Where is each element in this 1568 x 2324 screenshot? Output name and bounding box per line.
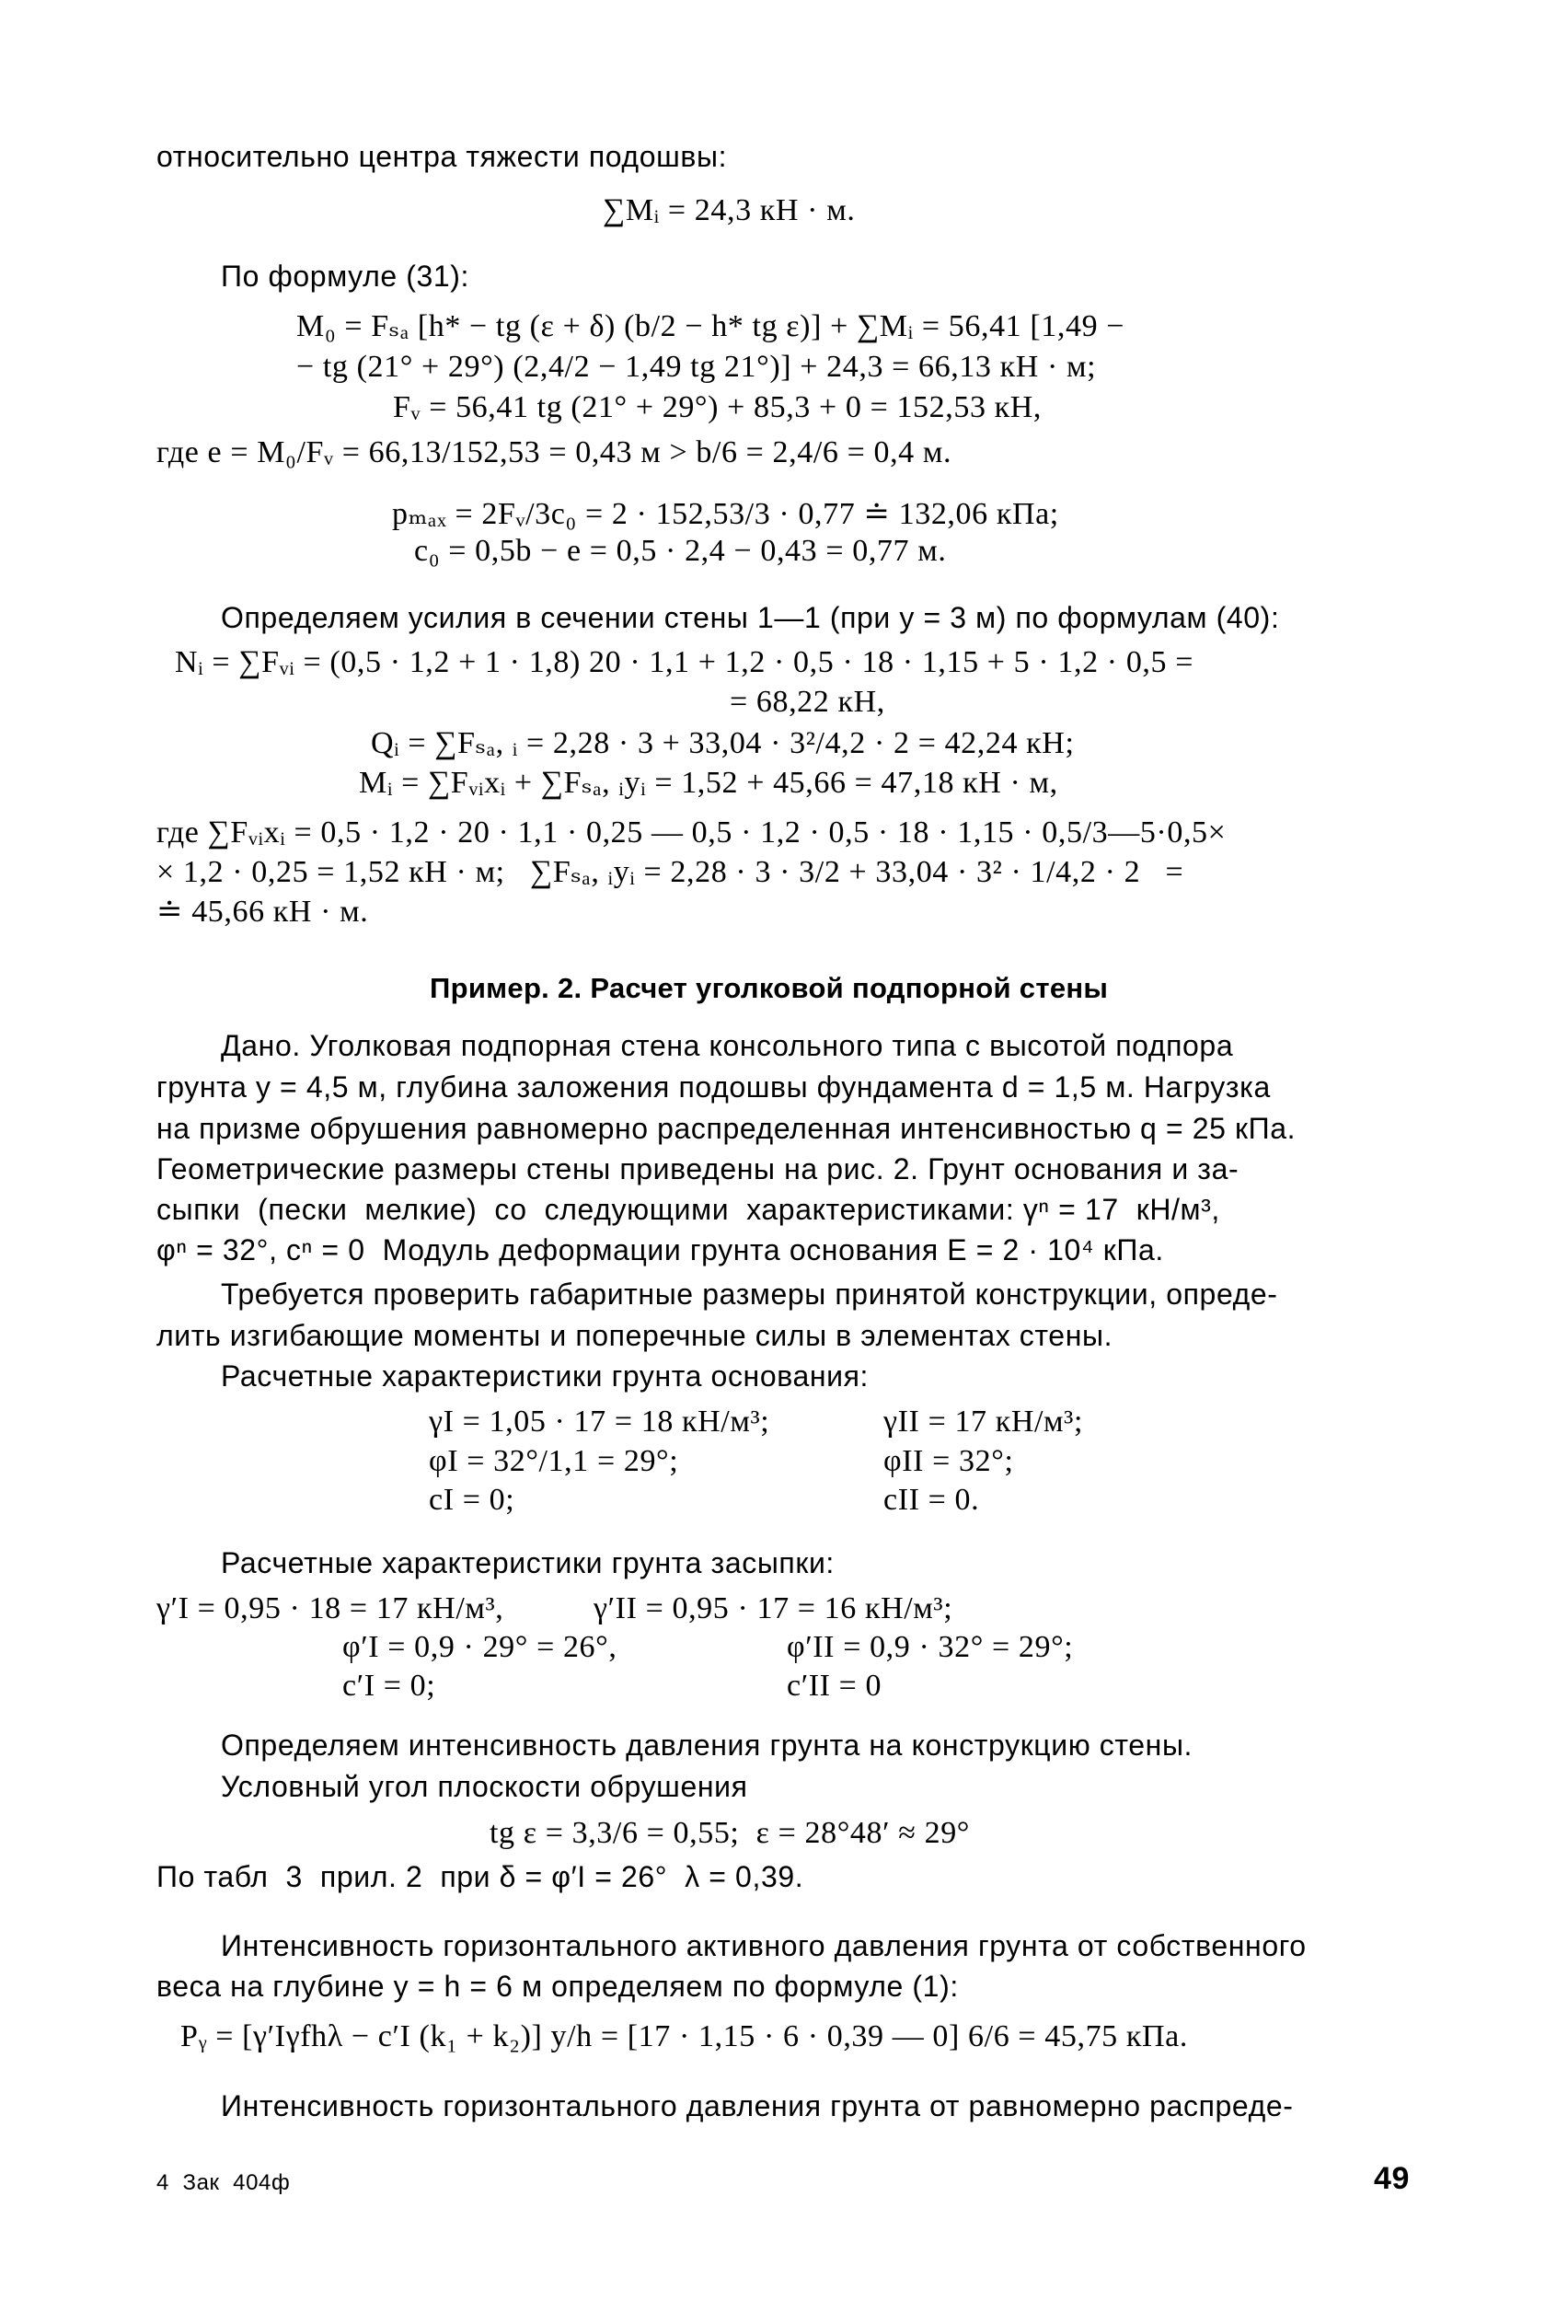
formula-line: − tg (21° + 29°) (2,4/2 − 1,49 tg 21°)] + 24,3 = 66,13 кН · м; — [296, 350, 1097, 384]
formula-line: ≐ 45,66 кН · м. — [156, 895, 369, 929]
text-line: на призме обрушения равномерно распределенная интенсивностью q = 25 кПа. — [156, 1112, 1297, 1145]
formula-line: pₘₐₓ = 2Fᵥ/3c₀ = 2 · 152,53/3 · 0,77 ≐ 132,06 кПа; — [392, 497, 1059, 531]
section-heading: Пример. 2. Расчет уголковой подпорной стены — [430, 972, 1109, 1004]
formula-line: = 68,22 кН, — [730, 685, 885, 719]
formula-line: φ′II = 0,9 · 32° = 29°; — [787, 1630, 1074, 1664]
formula-line: c′II = 0 — [787, 1669, 882, 1703]
text-line: Расчетные характеристики грунта основания: — [221, 1359, 870, 1393]
text-line: сыпки (пески мелкие) со следующими характеристиками: γⁿ = 17 кН/м³, — [156, 1193, 1220, 1226]
formula-line: γII = 17 кН/м³; — [883, 1405, 1084, 1439]
formula-line: ∑Mᵢ = 24,3 кН · м. — [603, 193, 856, 227]
page-number: 49 — [1374, 2161, 1411, 2196]
text-line: относительно центра тяжести подошвы: — [156, 140, 728, 173]
formula-line: Pᵧ = [γ′Iγfhλ − c′I (k₁ + k₂)] y/h = [17 · 1,15 · 6 · 0,39 — 0] 6/6 = 45,75 кПа. — [180, 2019, 1188, 2053]
formula-line: Qᵢ = ∑Fₛₐ, ᵢ = 2,28 · 3 + 33,04 · 3²/4,2 · 2 = 42,24 кН; — [371, 726, 1075, 760]
text-line: Расчетные характеристики грунта засыпки: — [221, 1546, 835, 1579]
formula-line: γI = 1,05 · 17 = 18 кН/м³; — [429, 1405, 770, 1439]
formula-line: φII = 32°; — [883, 1444, 1014, 1478]
formula-line: γ′I = 0,95 · 18 = 17 кН/м³, — [156, 1591, 504, 1625]
formula-line: c₀ = 0,5b − e = 0,5 · 2,4 − 0,43 = 0,77 м. — [414, 534, 947, 568]
formula-line: где e = M₀/Fᵥ = 66,13/152,53 = 0,43 м > b/6 = 2,4/6 = 0,4 м. — [156, 435, 952, 469]
text-line: Требуется проверить габаритные размеры принятой конструкции, опреде- — [221, 1278, 1278, 1311]
formula-line: Nᵢ = ∑Fᵥᵢ = (0,5 · 1,2 + 1 · 1,8) 20 · 1,1 + 1,2 · 0,5 · 18 · 1,15 + 5 · 1,2 · 0,5 = — [175, 645, 1193, 679]
text-line: Дано. Уголковая подпорная стена консольного типа с высотой подпора — [221, 1029, 1234, 1062]
print-order-note: 4 Зак 404ф — [156, 2170, 291, 2195]
formula-line: cI = 0; — [429, 1483, 515, 1517]
formula-line: γ′II = 0,95 · 17 = 16 кН/м³; — [594, 1591, 953, 1625]
formula-line: × 1,2 · 0,25 = 1,52 кН · м; ∑Fₛₐ, ᵢyᵢ = 2,28 · 3 · 3/2 + 33,04 · 3² · 1/4,2 · 2 = — [156, 855, 1184, 889]
text-line: Определяем интенсивность давления грунта на конструкцию стены. — [221, 1729, 1193, 1762]
text-line: Интенсивность горизонтального давления грунта от равномерно распреде- — [221, 2089, 1294, 2122]
text-line: веса на глубине y = h = 6 м определяем по формуле (1): — [156, 1970, 959, 2003]
text-line: φⁿ = 32°, cⁿ = 0 Модуль деформации грунта основания E = 2 · 10⁴ кПа. — [156, 1233, 1164, 1266]
formula-line: Fᵥ = 56,41 tg (21° + 29°) + 85,3 + 0 = 152,53 кН, — [393, 390, 1043, 424]
text-line: грунта y = 4,5 м, глубина заложения подошвы фундамента d = 1,5 м. Нагрузка — [156, 1070, 1271, 1104]
formula-line: где ∑Fᵥᵢxᵢ = 0,5 · 1,2 · 20 · 1,1 · 0,25 — 0,5 · 1,2 · 0,5 · 18 · 1,15 · 0,5/3—5·0,5× — [156, 815, 1227, 850]
formula-line: tg ε = 3,3/6 = 0,55; ε = 28°48′ ≈ 29° — [490, 1816, 971, 1850]
text-line: Интенсивность горизонтального активного давления грунта от собственного — [221, 1929, 1307, 1962]
formula-line: M₀ = Fₛₐ [h* − tg (ε + δ) (b/2 − h* tg ε)] + ∑Mᵢ = 56,41 [1,49 − — [296, 309, 1125, 343]
text-line: лить изгибающие моменты и поперечные силы в элементах стены. — [156, 1319, 1113, 1352]
text-line: По формуле (31): — [221, 260, 470, 293]
text-line: Геометрические размеры стены приведены на рис. 2. Грунт основания и за- — [156, 1152, 1239, 1185]
text-line: По табл 3 прил. 2 при δ = φ′I = 26° λ = 0,39. — [156, 1860, 804, 1893]
text-line: Определяем усилия в сечении стены 1—1 (при y = 3 м) по формулам (40): — [221, 601, 1280, 634]
formula-line: φ′I = 0,9 · 29° = 26°, — [342, 1630, 617, 1664]
formula-line: φI = 32°/1,1 = 29°; — [429, 1444, 679, 1478]
formula-line: cII = 0. — [883, 1483, 980, 1517]
formula-line: Mᵢ = ∑Fᵥᵢxᵢ + ∑Fₛₐ, ᵢyᵢ = 1,52 + 45,66 = 47,18 кН · м, — [359, 766, 1058, 800]
formula-line: c′I = 0; — [342, 1669, 436, 1703]
text-line: Условный угол плоскости обрушения — [221, 1770, 748, 1803]
